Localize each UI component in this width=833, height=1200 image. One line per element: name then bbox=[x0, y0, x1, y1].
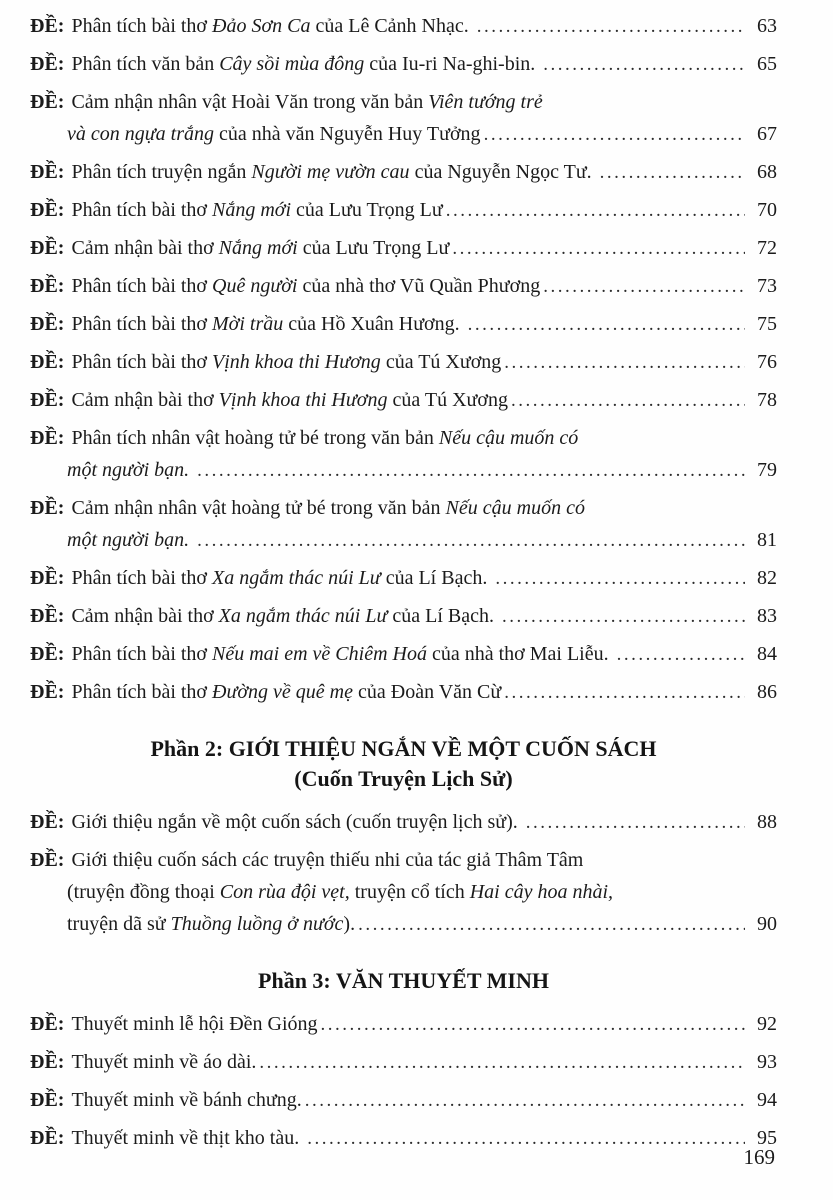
dotted-leader bbox=[617, 638, 745, 671]
entry-line bbox=[30, 1008, 777, 1041]
toc-entry bbox=[30, 806, 777, 839]
dotted-leader bbox=[526, 806, 745, 839]
entry-page-number: 83 bbox=[757, 605, 777, 627]
entry-label: ĐỀ: bbox=[30, 91, 65, 113]
entry-text-segment: Phân tích truyện ngắn bbox=[71, 161, 252, 183]
toc-entry bbox=[30, 86, 777, 151]
entry-page-number: 75 bbox=[757, 313, 777, 335]
entry-text-segment: Viên tướng trẻ bbox=[428, 91, 543, 113]
entry-text-segment: Phân tích bài thơ bbox=[71, 275, 213, 297]
entry-line bbox=[30, 10, 777, 43]
entry-label: ĐỀ: bbox=[30, 605, 65, 627]
dotted-leader bbox=[502, 600, 745, 633]
entry-line bbox=[30, 232, 777, 265]
entry-text-segment: Cảm nhận nhân vật hoàng tử bé trong văn bản bbox=[71, 497, 446, 519]
entry-line bbox=[30, 454, 777, 487]
entry-page-number: 86 bbox=[757, 681, 777, 703]
entry-text-segment: của Tú Xương bbox=[387, 389, 508, 411]
entry-page-number: 68 bbox=[757, 161, 777, 183]
entry-text-segment: của Lí Bạch. bbox=[387, 605, 499, 627]
entry-line bbox=[30, 600, 777, 633]
entry-line bbox=[30, 422, 777, 454]
toc-entry bbox=[30, 1122, 777, 1155]
entry-line bbox=[30, 48, 777, 81]
entry-line bbox=[30, 844, 777, 876]
entry-text-segment: ). bbox=[343, 913, 356, 935]
entry-text-segment: của Hồ Xuân Hương. bbox=[283, 313, 465, 335]
entry-label: ĐỀ: bbox=[30, 161, 65, 183]
entry-text-segment: của Nguyễn Ngọc Tư. bbox=[409, 161, 597, 183]
toc bbox=[30, 10, 777, 1155]
dotted-leader bbox=[197, 454, 745, 487]
entry-label: ĐỀ: bbox=[30, 811, 65, 833]
section-heading bbox=[30, 966, 777, 996]
entry-page-number: 78 bbox=[757, 389, 777, 411]
entry-text-segment: Xa ngắm thác núi Lư bbox=[212, 567, 381, 589]
entry-text-segment: Con rùa đội vẹt, bbox=[219, 881, 350, 903]
entry-page-number: 70 bbox=[757, 199, 777, 221]
entry-line bbox=[30, 270, 777, 303]
dotted-leader bbox=[197, 524, 745, 557]
toc-entry bbox=[30, 232, 777, 265]
entry-label: ĐỀ: bbox=[30, 199, 65, 221]
entry-line bbox=[30, 908, 777, 941]
entry-line bbox=[30, 118, 777, 151]
page-number-footer: 169 bbox=[743, 1145, 775, 1169]
dotted-leader bbox=[504, 346, 745, 379]
toc-entry bbox=[30, 270, 777, 303]
dotted-leader bbox=[495, 562, 745, 595]
entry-line bbox=[30, 1084, 777, 1117]
entry-text-segment: Xa ngắm thác núi Lư bbox=[218, 605, 388, 627]
entry-page-number: 67 bbox=[757, 123, 777, 145]
entry-line bbox=[30, 86, 777, 118]
entry-text-segment: (truyện đồng thoại bbox=[67, 881, 220, 903]
section-heading bbox=[30, 734, 777, 794]
entry-text-segment: Giới thiệu ngắn về một cuốn sách (cuốn truyện lịch sử). bbox=[71, 811, 523, 833]
dotted-leader bbox=[259, 1046, 745, 1079]
entry-text-segment: Mời trầu bbox=[212, 313, 284, 335]
entry-text-segment: Phân tích bài thơ bbox=[71, 199, 213, 221]
entry-text-segment: Người mẹ vườn cau bbox=[251, 161, 410, 183]
toc-entry bbox=[30, 562, 777, 595]
entry-text-segment: một người bạn. bbox=[67, 529, 195, 551]
entry-text-segment: của Lí Bạch. bbox=[380, 567, 493, 589]
entry-text-segment: Cảm nhận bài thơ bbox=[71, 237, 219, 259]
toc-entry bbox=[30, 156, 777, 189]
entry-text-segment: Nếu cậu muốn có bbox=[445, 497, 585, 519]
entry-line bbox=[30, 562, 777, 595]
entry-text-segment: Nắng mới bbox=[212, 199, 292, 221]
entry-text-segment: Quê người bbox=[212, 275, 298, 297]
entry-label: ĐỀ: bbox=[30, 643, 65, 665]
entry-text-segment: Thuyết minh về thịt kho tàu. bbox=[71, 1127, 305, 1149]
entry-text-segment: Phân tích bài thơ bbox=[71, 643, 213, 665]
entry-page-number: 65 bbox=[757, 53, 777, 75]
entry-line bbox=[30, 384, 777, 417]
entry-text-segment: Phân tích bài thơ bbox=[71, 313, 213, 335]
entry-text-segment: Cây sồi mùa đông bbox=[219, 53, 365, 75]
dotted-leader bbox=[305, 1084, 745, 1117]
entry-text-segment: của Lê Cảnh Nhạc. bbox=[310, 15, 474, 37]
entry-line bbox=[30, 346, 777, 379]
entry-page-number: 88 bbox=[757, 811, 777, 833]
entry-text-segment: Cảm nhận nhân vật Hoài Văn trong văn bản bbox=[71, 91, 429, 113]
toc-entry bbox=[30, 384, 777, 417]
entry-page-number: 94 bbox=[757, 1089, 777, 1111]
entry-text-segment: một người bạn. bbox=[67, 459, 195, 481]
toc-entry bbox=[30, 844, 777, 941]
toc-entry bbox=[30, 308, 777, 341]
dotted-leader bbox=[511, 384, 745, 417]
toc-entry bbox=[30, 638, 777, 671]
entry-text-segment: Thuyết minh về áo dài. bbox=[71, 1051, 257, 1073]
entry-label: ĐỀ: bbox=[30, 681, 65, 703]
entry-page-number: 90 bbox=[757, 913, 777, 935]
toc-entry bbox=[30, 1046, 777, 1079]
toc-entry bbox=[30, 194, 777, 227]
entry-text-segment: Phân tích bài thơ bbox=[71, 351, 213, 373]
entry-text-segment: Thuồng luồng ở nước bbox=[170, 913, 344, 935]
entry-line bbox=[30, 638, 777, 671]
entry-text-segment: của Iu-ri Na-ghi-bin. bbox=[364, 53, 541, 75]
entry-text-segment: của nhà thơ Mai Liễu. bbox=[426, 643, 614, 665]
dotted-leader bbox=[504, 676, 745, 709]
entry-text-segment: Thuyết minh về bánh chưng. bbox=[71, 1089, 302, 1111]
dotted-leader bbox=[484, 118, 745, 151]
entry-line bbox=[30, 676, 777, 709]
entry-line bbox=[30, 194, 777, 227]
entry-text-segment: Hai cây hoa nhài, bbox=[469, 881, 614, 903]
entry-label: ĐỀ: bbox=[30, 567, 65, 589]
entry-line bbox=[30, 492, 777, 524]
entry-label: ĐỀ: bbox=[30, 1089, 65, 1111]
toc-entry bbox=[30, 1008, 777, 1041]
entry-text-segment: Nếu mai em về Chiêm Hoá bbox=[212, 643, 427, 665]
entry-page-number: 93 bbox=[757, 1051, 777, 1073]
entry-text-segment: của Tú Xương bbox=[380, 351, 502, 373]
dotted-leader bbox=[543, 270, 745, 303]
entry-label: ĐỀ: bbox=[30, 497, 65, 519]
toc-entry bbox=[30, 346, 777, 379]
dotted-leader bbox=[468, 308, 745, 341]
entry-text-segment: Phân tích bài thơ bbox=[71, 567, 213, 589]
entry-text-segment: của nhà văn Nguyễn Huy Tưởng bbox=[214, 123, 481, 145]
toc-entry bbox=[30, 492, 777, 557]
entry-text-segment: Cảm nhận bài thơ bbox=[71, 605, 219, 627]
toc-entry bbox=[30, 600, 777, 633]
entry-text-segment: Đảo Sơn Ca bbox=[212, 15, 311, 37]
entry-page-number: 79 bbox=[757, 459, 777, 481]
entry-text-segment: truyện dã sử bbox=[67, 913, 171, 935]
dotted-leader bbox=[307, 1122, 745, 1155]
toc-entry bbox=[30, 10, 777, 43]
entry-label: ĐỀ: bbox=[30, 1013, 65, 1035]
entry-page-number: 84 bbox=[757, 643, 777, 665]
entry-text-segment: và con ngựa trắng bbox=[67, 123, 215, 145]
entry-page-number: 76 bbox=[757, 351, 777, 373]
entry-text-segment: Phân tích bài thơ bbox=[71, 681, 213, 703]
entry-text-segment: truyện cổ tích bbox=[349, 881, 470, 903]
entry-label: ĐỀ: bbox=[30, 849, 65, 871]
entry-page-number: 95 bbox=[757, 1127, 777, 1149]
entry-line bbox=[30, 524, 777, 557]
section-heading-line: Phần 2: GIỚI THIỆU NGẮN VỀ MỘT CUỐN SÁCH bbox=[150, 736, 657, 761]
toc-entry bbox=[30, 422, 777, 487]
entry-label: ĐỀ: bbox=[30, 1051, 65, 1073]
entry-label: ĐỀ: bbox=[30, 427, 65, 449]
entry-line bbox=[30, 308, 777, 341]
entry-label: ĐỀ: bbox=[30, 237, 65, 259]
entry-text-segment: của Đoàn Văn Cừ bbox=[353, 681, 502, 703]
toc-entry bbox=[30, 676, 777, 709]
entry-text-segment: của Lưu Trọng Lư bbox=[297, 237, 450, 259]
toc-entry bbox=[30, 1084, 777, 1117]
entry-text-segment: Giới thiệu cuốn sách các truyện thiếu nhi của tác giả Thâm Tâm bbox=[71, 849, 584, 871]
entry-label: ĐỀ: bbox=[30, 389, 65, 411]
entry-text-segment: Thuyết minh lễ hội Đền Gióng bbox=[71, 1013, 318, 1035]
entry-label: ĐỀ: bbox=[30, 1127, 65, 1149]
entry-text-segment: Vịnh khoa thi Hương bbox=[218, 389, 388, 411]
entry-line bbox=[30, 156, 777, 189]
entry-text-segment: Đường về quê mẹ bbox=[212, 681, 353, 703]
entry-line bbox=[30, 806, 777, 839]
dotted-leader bbox=[477, 10, 745, 43]
dotted-leader bbox=[452, 232, 745, 265]
section-heading-line: Phần 3: VĂN THUYẾT MINH bbox=[258, 968, 549, 993]
entry-page-number: 81 bbox=[757, 529, 777, 551]
section-heading-line: (Cuốn Truyện Lịch Sử) bbox=[294, 766, 513, 791]
entry-page-number: 72 bbox=[757, 237, 777, 259]
dotted-leader bbox=[321, 1008, 745, 1041]
entry-line bbox=[30, 1046, 777, 1079]
entry-line bbox=[30, 1122, 777, 1155]
entry-label: ĐỀ: bbox=[30, 313, 65, 335]
entry-line bbox=[30, 876, 777, 908]
entry-text-segment: Phân tích văn bản bbox=[71, 53, 220, 75]
dotted-leader bbox=[446, 194, 745, 227]
dotted-leader bbox=[543, 48, 745, 81]
entry-page-number: 63 bbox=[757, 15, 777, 37]
entry-text-segment: Cảm nhận bài thơ bbox=[71, 389, 219, 411]
entry-text-segment: Nếu cậu muốn có bbox=[438, 427, 579, 449]
toc-entry bbox=[30, 48, 777, 81]
entry-label: ĐỀ: bbox=[30, 15, 65, 37]
dotted-leader bbox=[358, 908, 745, 941]
entry-text-segment: của Lưu Trọng Lư bbox=[291, 199, 443, 221]
entry-label: ĐỀ: bbox=[30, 275, 65, 297]
entry-text-segment: Nắng mới bbox=[218, 237, 298, 259]
entry-page-number: 92 bbox=[757, 1013, 777, 1035]
entry-text-segment: Phân tích nhân vật hoàng tử bé trong văn bản bbox=[71, 427, 439, 449]
entry-text-segment: Vịnh khoa thi Hương bbox=[212, 351, 381, 373]
entry-page-number: 73 bbox=[757, 275, 777, 297]
dotted-leader bbox=[600, 156, 745, 189]
entry-text-segment: của nhà thơ Vũ Quần Phương bbox=[297, 275, 541, 297]
entry-label: ĐỀ: bbox=[30, 53, 65, 75]
entry-label: ĐỀ: bbox=[30, 351, 65, 373]
entry-text-segment: Phân tích bài thơ bbox=[71, 15, 213, 37]
entry-page-number: 82 bbox=[757, 567, 777, 589]
